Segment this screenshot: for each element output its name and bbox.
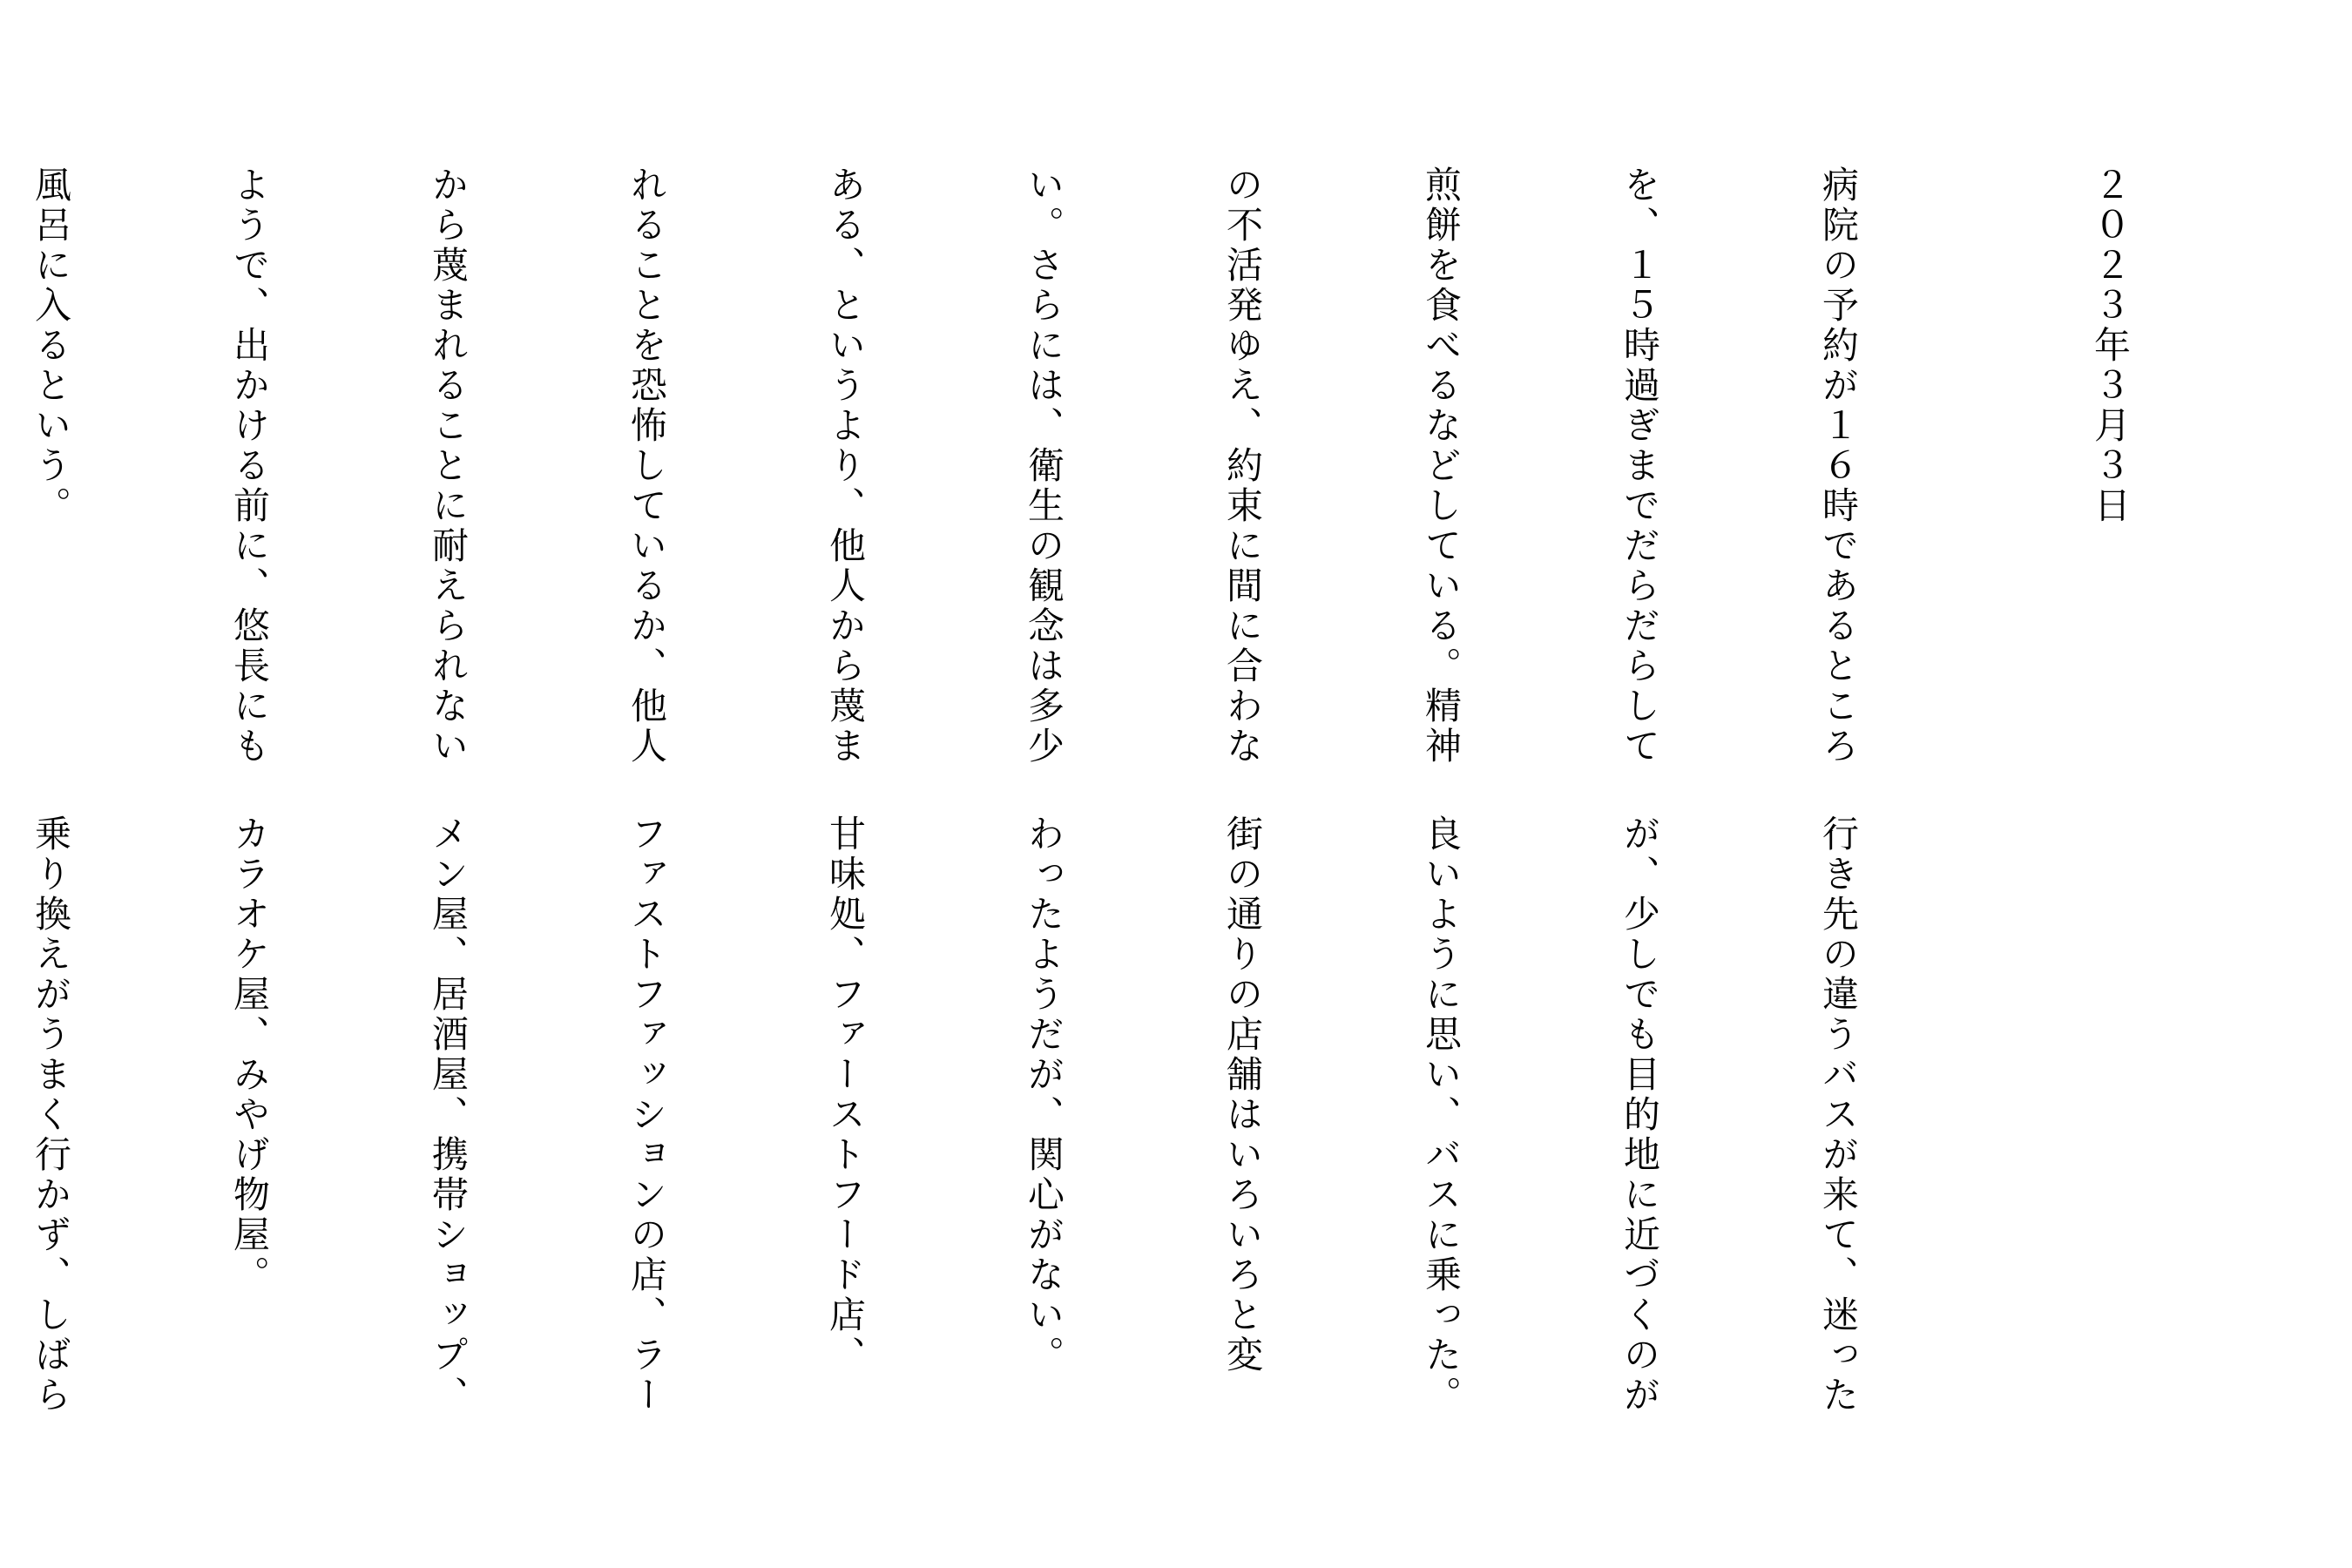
text-line: 乗り換えがうまく行かず、しばら	[30, 814, 72, 1416]
text-line: 煎餅を食べるなどしている。精神	[1420, 166, 1463, 767]
text-line: 行き先の違うバスが来て、迷った	[1817, 814, 1860, 1416]
text-line: 良いように思い、バスに乗った。	[1420, 814, 1463, 1416]
text-line: を、１５時過ぎまでだらだらして	[1619, 166, 1661, 767]
text-line: い。さらには、衛生の観念は多少	[1023, 166, 1065, 767]
text-line: ある、というより、他人から蔑ま	[824, 166, 867, 767]
text-line: の不活発ゆえ、約束に間に合わな	[1221, 166, 1264, 767]
text-line: カラオケ屋、みやげ物屋。	[228, 814, 271, 1295]
text-line: わったようだが、関心がない。	[1023, 814, 1065, 1375]
text-line: が、少しでも目的地に近づくのが	[1619, 814, 1661, 1416]
text-line: ファストファッションの店、ラー	[625, 814, 668, 1416]
lower-text-block	[0, 814, 2004, 1416]
text-line: 甘味処、ファーストフード店、	[824, 814, 867, 1375]
upper-text-block	[0, 166, 2004, 767]
text-line: れることを恐怖しているか、他人	[625, 166, 668, 767]
text-line: 病院の予約が１６時であるところ	[1817, 166, 1860, 767]
text-line: ようで、出かける前に、悠長にも	[228, 166, 271, 767]
date-heading: ２０２３年３月３日	[2089, 166, 2132, 526]
text-line: 風呂に入るという。	[30, 166, 72, 526]
text-line: から蔑まれることに耐えられない	[427, 166, 470, 767]
text-line: 街の通りの店舗はいろいろと変	[1221, 814, 1264, 1375]
text-line: メン屋、居酒屋、携帯ショップ、	[427, 814, 470, 1416]
